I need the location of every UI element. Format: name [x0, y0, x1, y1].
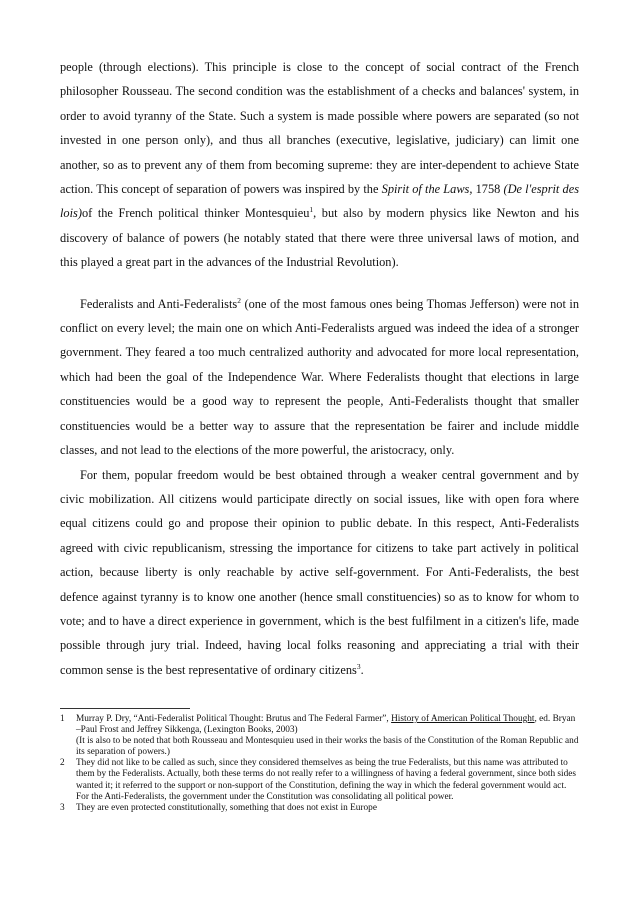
- body-text: [60, 55, 579, 682]
- footnote-ref-1[interactable]: 1: [309, 205, 314, 215]
- footnote-number: 3: [60, 802, 65, 813]
- footnote-number: 2: [60, 758, 65, 769]
- footnote-3: 3 They are even protected constitutionally, something that does not exist in Europe: [60, 802, 377, 813]
- french-title: (De l'esprit des lois): [60, 182, 579, 221]
- book-title: Spirit of the Laws,: [381, 182, 473, 197]
- paragraph-1: people (through elections). This principle is close to the concept of social contract of the French philosopher Rousseau. The second condition was the establishment of a checks and balances' system, in order to avoid tyranny of the State. Such a system is made possible where powers are separated (so not invested in one person only), and thus all branches (executive, legislative, judiciary) can limit one another, so as to prevent any of them from becoming supreme: they are inter-dependent to achieve State action. This concept of separation of powers was inspired by the Spirit of the Laws, 1758 (De l'esprit des lois)of the French political thinker Montesquieu$^1$, but also by modern physics like Newton and his discovery of balance of powers (he notably stated that there were three universal laws of motion, and this played a great part in the advances of the Industrial Revolution).: [60, 60, 580, 270]
- footnote-2: 2 They did not like to be called as such, since they considered themselves as being the true Federalists, but this name was attributed to them by the Federalists. Actually, both these terms do not really refer to a willingness of having a federal government, since both sides wanted it; it referred to the support or non-support of the Constitution, defining the way in which the federal government would act. For the Anti-Federalists, the government under the Constitution was consolidating all political power.: [60, 758, 577, 802]
- footnotes-section: [60, 708, 579, 814]
- footnote-separator: [60, 708, 190, 709]
- footnote-1: 1 Murray P. Dry, “Anti-Federalist Political Thought: Brutus and The Federal Farmer”, History of American Political Thought, ed. Bryan –Paul Frost and Jeffrey Sikkenga, (Lexington Books, 2003) (It is also to be noted that both Rousseau and Montesquieu used in their works the basis of the Constitution of the Roman Republic and its separation of powers.): [60, 714, 579, 758]
- footnote-ref-2[interactable]: 2: [237, 295, 241, 305]
- paragraph-2: Federalists and Anti-Federalists$^2$ (one of the most famous ones being Thomas Jefferson) were not in conflict on every level; the main one on which Anti-Federalists argued was indeed the idea of a stronger government. They feared a too much centralized authority and advocated for more local representation, which had been the goal of the Independence War. Where Federalists thought that elections in large constituencies would be a good way to represent the people, Anti-Federalists thought that smaller constituencies would be a better way to assure that the representation be fairer and include middle classes, and not lead to the elections of the more powerful, the aristocracy, only.: [60, 295, 579, 458]
- footnote-number: 1: [60, 714, 65, 724]
- footnote-ref-3[interactable]: 3: [356, 661, 361, 671]
- paragraph-3: For them, popular freedom would be best obtained through a weaker central government and by civic mobilization. All citizens would participate directly on social issues, like with open fora where equal citizens could go and propose their opinion to public debate. In this respect, Anti-Federalists agreed with civic republicanism, stressing the importance for citizens to take part actively in political action, because liberty is only reachable by active self-government. For Anti-Federalists, the best defence against tyranny is to know one another (hence small constituencies) so as to know for whom to vote; and to have a direct experience in government, which is the best fulfilment in a citizen's life, made possible through jury trial. Indeed, having local folks reasoning and appreciating a trial with their common sense is the best representative of ordinary citizens$^3$.: [60, 467, 579, 677]
- cited-book-title: History of American Political Thought: [391, 714, 535, 724]
- footnote-note: (It is also to be noted that both Rousseau and Montesquieu used in their works the basis of the Constitution of the Roman Republic and its separation of powers.): [76, 736, 579, 758]
